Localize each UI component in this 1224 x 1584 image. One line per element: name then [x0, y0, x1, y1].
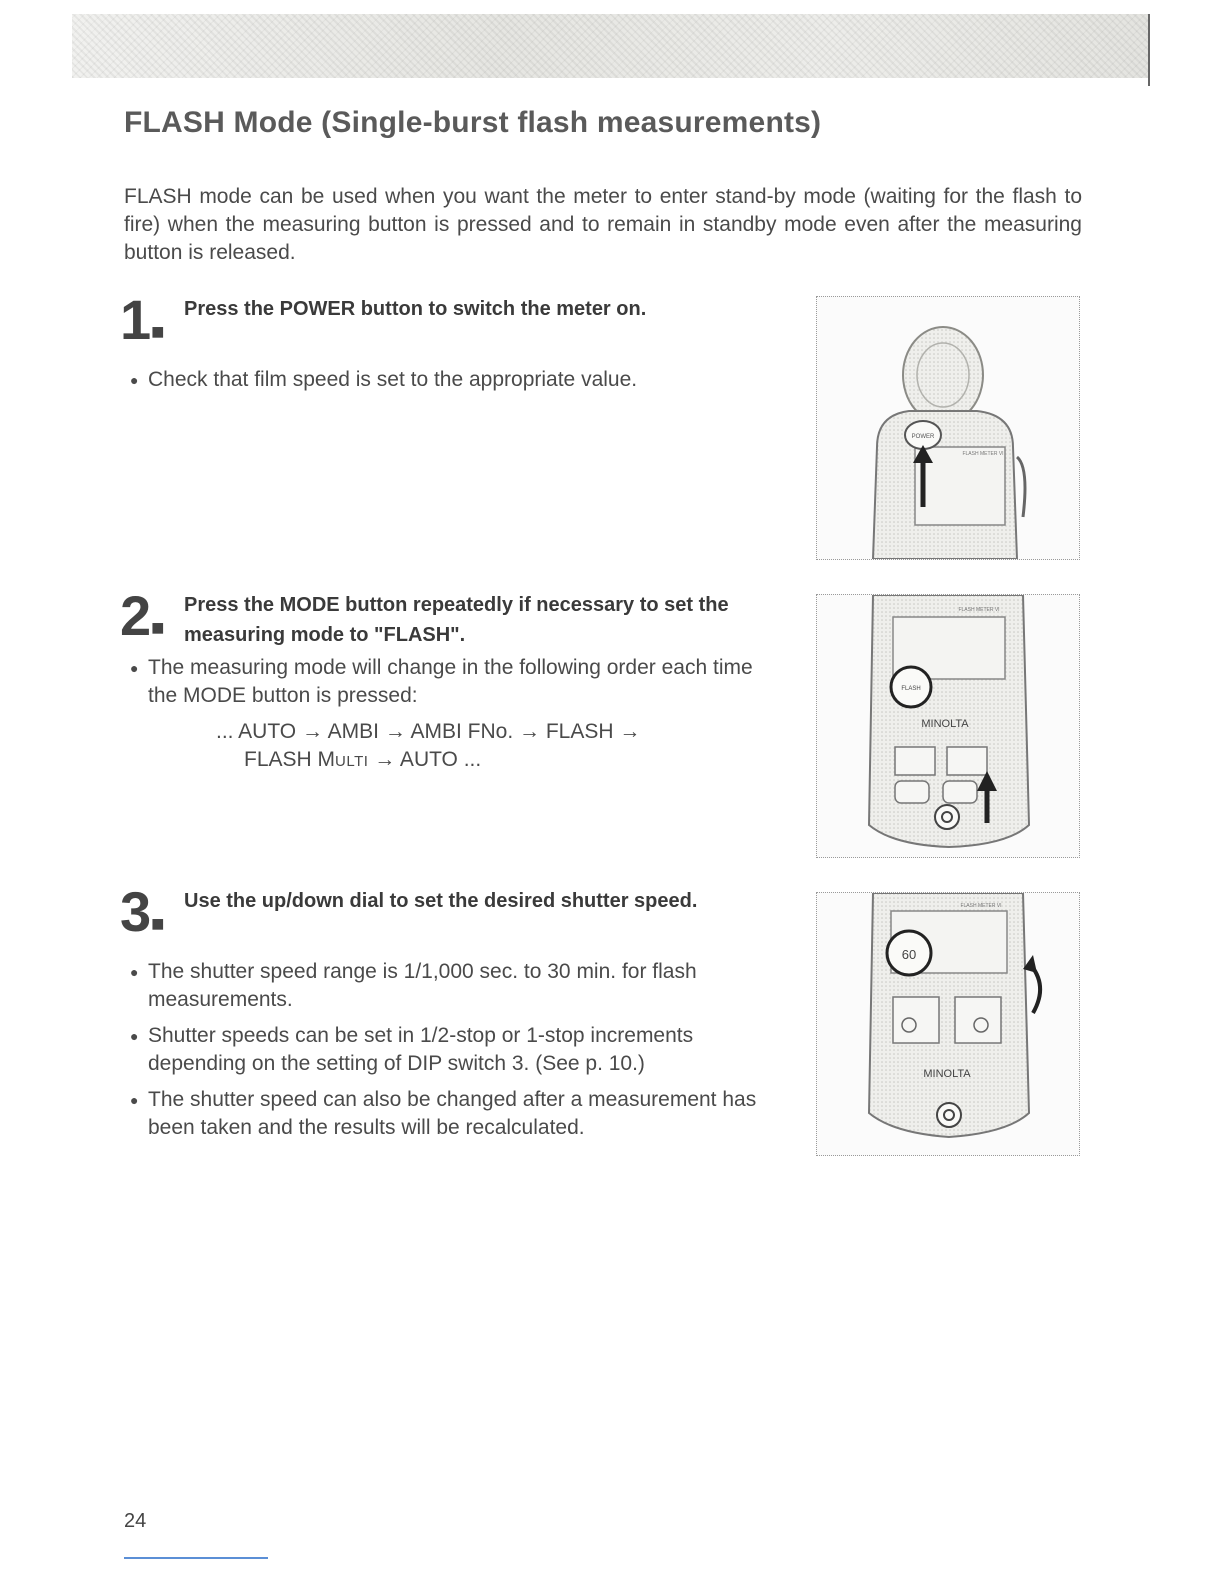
svg-text:60: 60 [901, 947, 917, 962]
intro-paragraph: FLASH mode can be used when you want the meter to enter stand-by mode (waiting for the flash to fire) when the measuring button is pressed and to remain in standby mode even after the measuring button is released. [124, 185, 1082, 264]
step-number: 1■ [120, 288, 165, 351]
figure-mode-button [816, 594, 1080, 858]
svg-text:FLASH: FLASH [901, 686, 921, 692]
step-bullets [130, 654, 780, 718]
step-heading: Press the POWER button to switch the meter on. [184, 298, 647, 320]
svg-text:FLASH METER VI: FLASH METER VI [962, 451, 1004, 457]
svg-text:MINOLTA: MINOLTA [923, 1068, 971, 1080]
list-item: ● The shutter speed can also be changed after a measurement has been taken and the results will be recalculated. [130, 1088, 757, 1139]
light-meter-illustration [817, 893, 1079, 1155]
page-number: 24 [124, 1510, 147, 1532]
light-meter-illustration [817, 297, 1079, 559]
list-item: ● Check that film speed is set to the appropriate value. [130, 368, 638, 391]
step-heading: Use the up/down dial to set the desired shutter speed. [184, 890, 698, 912]
list-item: ● Shutter speeds can be set in 1/2-stop or 1-stop increments depending on the setting of DIP switch 3. (See p. 10.) [130, 1024, 694, 1075]
mode-order [216, 718, 640, 776]
list-item: ● The shutter speed range is 1/1,000 sec. to 30 min. for flash measurements. [130, 960, 697, 1011]
svg-text:MINOLTA: MINOLTA [921, 718, 969, 730]
header-edge [1148, 14, 1150, 86]
header-band [72, 14, 1150, 78]
step-bullets [130, 958, 780, 1150]
figure-power-button [816, 296, 1080, 560]
figure-shutter-dial [816, 892, 1080, 1156]
step-heading: Press the MODE button repeatedly if necessary to set the measuring mode to "FLASH". [184, 594, 729, 646]
mode-order-line-2: FLASH MULTI → AUTO ... [244, 748, 482, 771]
mode-order-line-1: ... AUTO → AMBI → AMBI FNo. → FLASH → [216, 720, 641, 743]
step-bullets [130, 366, 780, 402]
page-title: FLASH Mode (Single-burst flash measurements) [124, 106, 822, 139]
svg-text:FLASH METER VI: FLASH METER VI [960, 903, 1002, 909]
svg-text:FLASH METER VI: FLASH METER VI [958, 607, 1000, 613]
step-number: 2■ [120, 584, 165, 647]
step-number: 3■ [120, 880, 165, 943]
svg-text:POWER: POWER [911, 434, 935, 440]
light-meter-illustration [817, 595, 1079, 857]
footer-line [124, 1557, 268, 1559]
list-item: ● The measuring mode will change in the following order each time the MODE button is pressed: [130, 656, 753, 707]
